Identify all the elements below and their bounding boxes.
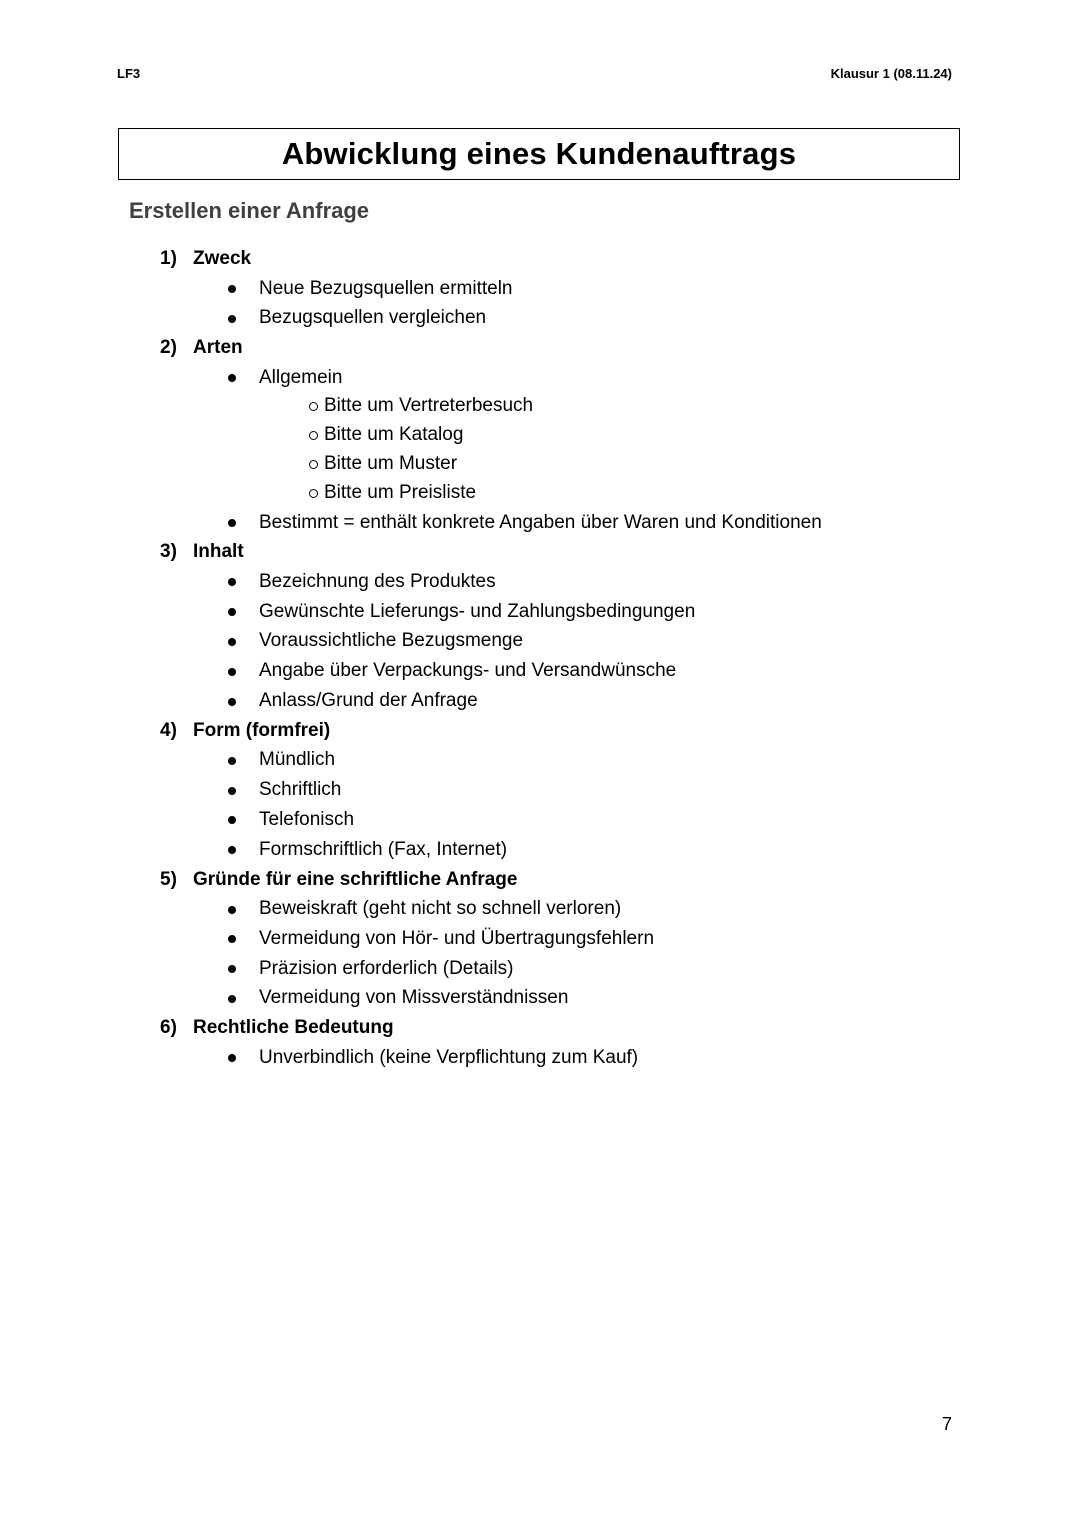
outline-group-number: 4)	[160, 719, 177, 741]
bullet-item: Mündlich	[160, 745, 960, 775]
title-box	[118, 128, 960, 180]
sub-bullet-list	[160, 392, 960, 507]
bullet-list	[160, 894, 960, 1013]
bullet-list	[160, 745, 960, 864]
sub-bullet-item: Bitte um Preisliste	[160, 479, 960, 508]
outline-group-number: 5)	[160, 868, 177, 890]
outline-group-heading	[160, 716, 960, 746]
outline-group-number: 1)	[160, 248, 177, 269]
header-course-label: LF3	[117, 66, 141, 81]
outline-group	[160, 865, 960, 1014]
bullet-item: Formschriftlich (Fax, Internet)	[160, 835, 960, 865]
outline-group-number: 2)	[160, 337, 177, 359]
bullet-item: Allgemein	[160, 363, 960, 393]
outline-group	[160, 1013, 960, 1072]
sub-bullet-item: Bitte um Vertreterbesuch	[160, 392, 960, 421]
outline-group-title: Arten	[193, 337, 243, 359]
bullet-item: Angabe über Verpackungs- und Versandwünsche	[160, 656, 960, 686]
bullet-item: Bestimmt = enthält konkrete Angaben über Waren und Konditionen	[160, 508, 960, 538]
outline-group-heading	[160, 333, 960, 363]
outline-group	[160, 333, 960, 537]
page-number: 7	[941, 1414, 952, 1434]
outline-group-heading	[160, 537, 960, 567]
outline-group	[160, 537, 960, 715]
outline-group	[160, 716, 960, 865]
bullet-item: Beweiskraft (geht nicht so schnell verloren)	[160, 894, 960, 924]
bullet-item: Vermeidung von Hör- und Übertragungsfehlern	[160, 924, 960, 954]
outline-group-title: Form (formfrei)	[193, 719, 331, 741]
outline-group-title: Rechtliche Bedeutung	[193, 1017, 394, 1039]
outline-group	[160, 244, 960, 333]
bullet-item: Schriftlich	[160, 775, 960, 805]
outline-group-title: Inhalt	[193, 541, 244, 563]
bullet-list	[160, 1043, 960, 1073]
sub-bullet-item: Bitte um Muster	[160, 450, 960, 479]
bullet-item: Bezeichnung des Produktes	[160, 567, 960, 597]
bullet-list	[160, 274, 960, 334]
outline-group-heading	[160, 1013, 960, 1043]
bullet-item: Vermeidung von Missverständnissen	[160, 983, 960, 1013]
bullet-item: Präzision erforderlich (Details)	[160, 954, 960, 984]
section-heading: Erstellen einer Anfrage	[129, 198, 370, 223]
bullet-item: Voraussichtliche Bezugsmenge	[160, 626, 960, 656]
bullet-item: Anlass/Grund der Anfrage	[160, 686, 960, 716]
document-title: Abwicklung eines Kundenauftrags	[281, 136, 797, 171]
bullet-item: Bezugsquellen vergleichen	[160, 303, 960, 333]
outline-group-title: Zweck	[193, 248, 252, 269]
outline-group-number: 3)	[160, 541, 177, 563]
outline-group-number: 6)	[160, 1017, 177, 1039]
bullet-list	[160, 567, 960, 716]
outline-group-heading	[160, 244, 960, 274]
outline-list	[160, 244, 960, 1073]
bullet-item: Gewünschte Lieferungs- und Zahlungsbedingungen	[160, 597, 960, 627]
outline-group-heading	[160, 865, 960, 895]
bullet-item: Unverbindlich (keine Verpflichtung zum Kauf)	[160, 1043, 960, 1073]
sub-bullet-item: Bitte um Katalog	[160, 421, 960, 450]
header-exam-label: Klausur 1 (08.11.24)	[830, 66, 952, 81]
bullet-item: Neue Bezugsquellen ermitteln	[160, 274, 960, 304]
bullet-list	[160, 363, 960, 538]
outline-group-title: Gründe für eine schriftliche Anfrage	[193, 868, 518, 890]
bullet-item: Telefonisch	[160, 805, 960, 835]
